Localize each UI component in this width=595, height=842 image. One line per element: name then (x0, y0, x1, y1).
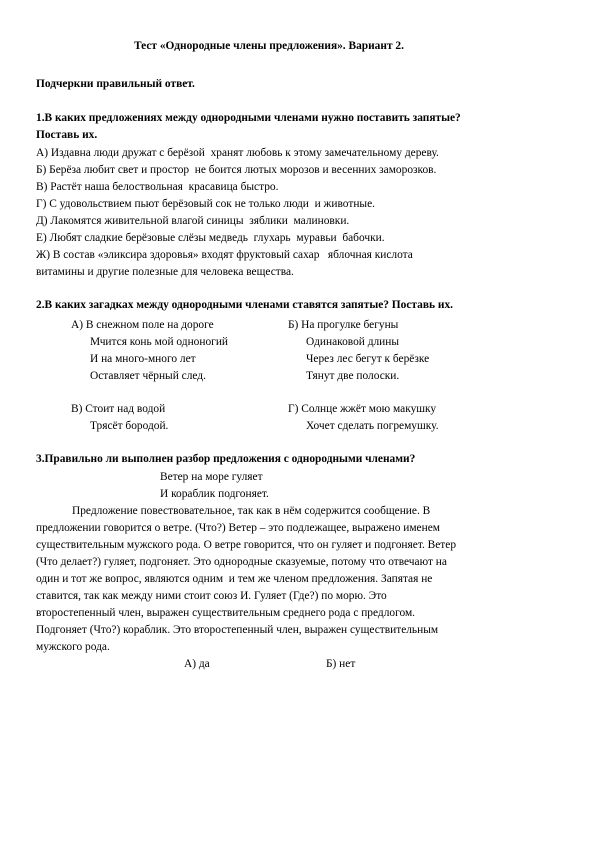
q1-option-d[interactable]: Д) Лакомятся живительной влагой синицы зяблики малиновки. (36, 215, 350, 227)
q1-option-a[interactable]: А) Издавна люди дружат с берёзой хранят любовь к этому замечательному дереву. (36, 147, 439, 159)
q2-riddle-b-line4: Тянут две полоски. (306, 370, 400, 382)
q1-option-zh-cont: витамины и другие полезные для человека вещества. (36, 266, 294, 278)
q2-riddle-v-line1[interactable]: В) Стоит над водой (71, 403, 166, 415)
q2-riddle-g-line2: Хочет сделать погремушку. (306, 420, 439, 432)
q3-paragraph-line2: предложении говорится о ветре. (Что?) Ветер – это подлежащее, выражено именем (36, 522, 440, 534)
q2-riddle-v-line2: Трясёт бородой. (90, 420, 169, 432)
q3-paragraph-line1: Предложение повествовательное, так как в нём содержится сообщение. В (72, 505, 431, 517)
q2-riddle-b-line2: Одинаковой длины (306, 336, 400, 348)
q3-paragraph-line8: Подгоняет (Что?) кораблик. Это второстепенный член, выражен существительным (36, 624, 439, 636)
q3-poem-line2: И кораблик подгоняет. (160, 488, 269, 500)
q3-answer-yes[interactable]: А) да (184, 658, 210, 670)
q2-riddle-b-line3: Через лес бегут к берёзке (306, 353, 430, 365)
q3-paragraph-line4: (Что делает?) гуляет, подгоняет. Это однородные сказуемые, потому что отвечают на (36, 556, 447, 568)
q3-paragraph-line9: мужского рода. (36, 641, 110, 653)
q1-option-e[interactable]: Е) Любят сладкие берёзовые слёзы медведь глухарь муравьи бабочки. (36, 232, 385, 244)
q2-riddle-b-line1[interactable]: Б) На прогулке бегуны (288, 319, 399, 331)
q3-paragraph-line6: ставится, так как между ними стоит союз И. Гуляет (Где?) по морю. Это (36, 590, 387, 602)
q1-option-b[interactable]: Б) Берёза любит свет и простор не боится лютых морозов и весенних заморозков. (36, 164, 437, 176)
q1-heading-line1: 1.В каких предложениях между однородными членами нужно поставить запятые? (36, 112, 461, 124)
q2-riddle-a-line1[interactable]: А) В снежном поле на дороге (71, 319, 214, 331)
q3-answer-no[interactable]: Б) нет (326, 658, 356, 670)
q1-option-v[interactable]: В) Растёт наша белоствольная красавица быстро. (36, 181, 279, 193)
q1-option-g[interactable]: Г) С удовольствием пьют берёзовый сок не только люди и животные. (36, 198, 375, 210)
q3-poem-line1: Ветер на море гуляет (160, 471, 263, 483)
page-title: Тест «Однородные члены предложения». Вариант 2. (134, 40, 404, 52)
q2-riddle-g-line1[interactable]: Г) Солнце жжёт мою макушку (288, 403, 437, 415)
q2-riddle-a-line3: И на много-много лет (90, 353, 196, 365)
q2-riddle-a-line2: Мчится конь мой одноногий (90, 336, 229, 348)
q3-heading: 3.Правильно ли выполнен разбор предложения с однородными членами? (36, 453, 416, 465)
q3-paragraph-line5: один и тот же вопрос, являются одним и тем же членом предложения. Запятая не (36, 573, 433, 585)
q1-heading-line2: Поставь их. (36, 129, 98, 141)
q3-paragraph-line3: существительным мужского рода. О ветре говорится, что он гуляет и подгоняет. Ветер (36, 539, 457, 551)
q2-riddle-a-line4: Оставляет чёрный след. (90, 370, 206, 382)
q3-paragraph-line7: второстепенный член, выражен существительным среднего рода с предлогом. (36, 607, 416, 619)
q1-option-zh[interactable]: Ж) В состав «эликсира здоровья» входят фруктовый сахар яблочная кислота (36, 249, 413, 261)
q2-heading: 2.В каких загадках между однородными членами ставятся запятые? Поставь их. (36, 299, 453, 311)
instruction: Подчеркни правильный ответ. (36, 78, 195, 90)
